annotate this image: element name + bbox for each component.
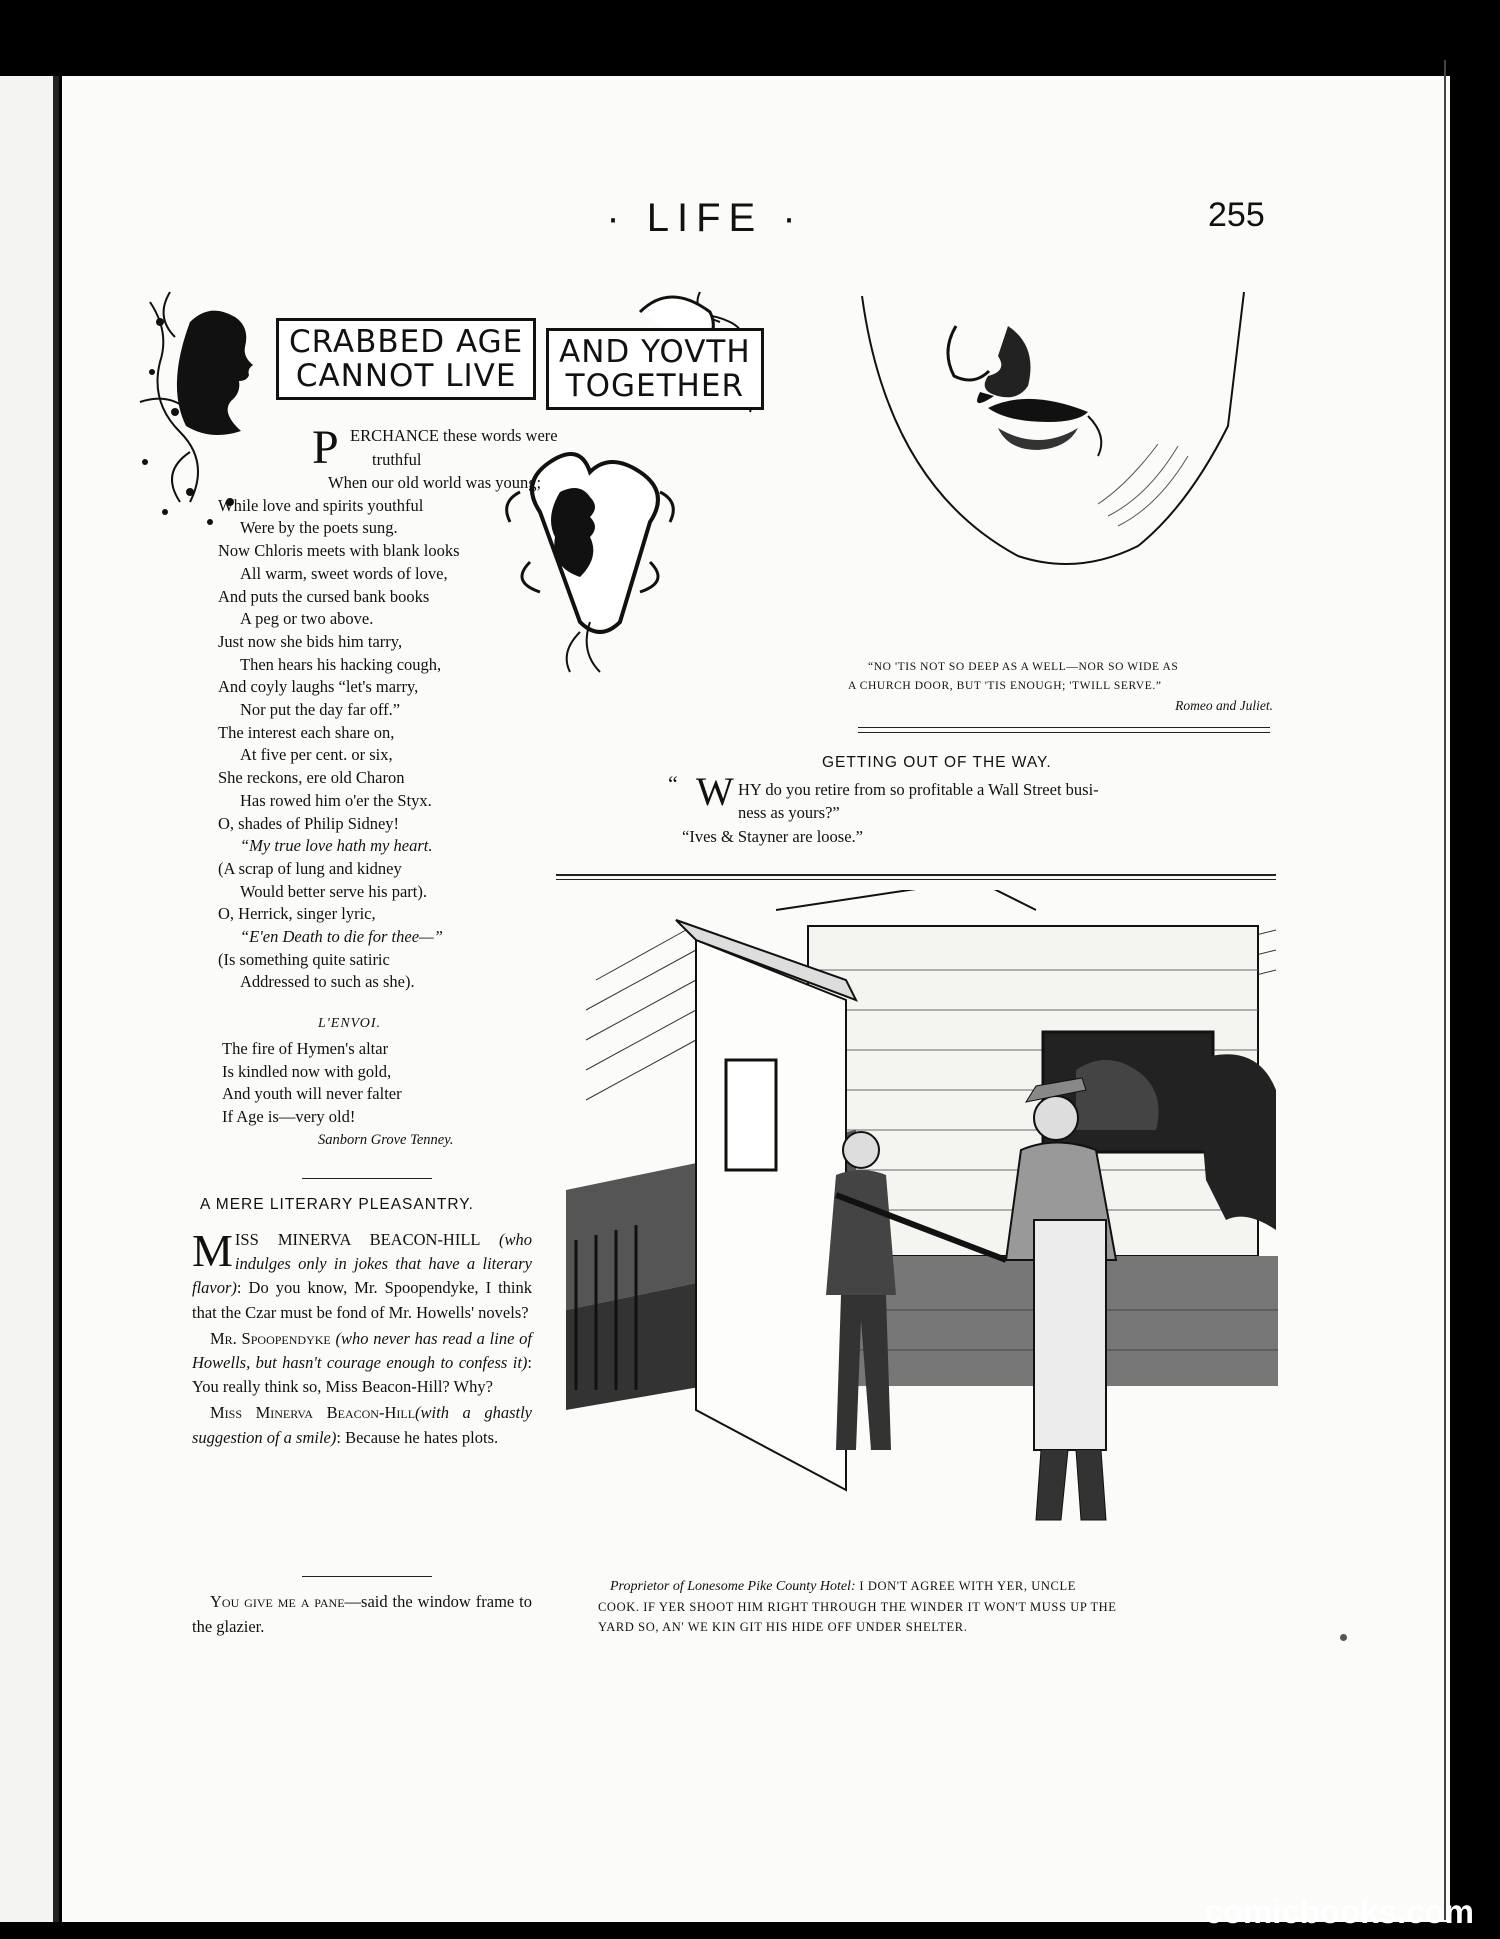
poem-line: If Age is—very old! [222,1107,356,1127]
poem-line: Has rowed him o'er the Styx. [240,790,432,810]
poem-first-line-cont: truthful [372,450,422,469]
poem-line: “My true love hath my heart. [240,836,433,856]
stage-direction: (who never has read a line of Howells, but hasn't courage enough to confess it) [192,1328,532,1373]
speaker-name: Miss Minerva Beacon-Hill [210,1403,416,1423]
poem-line: All warm, sweet words of love, [240,563,448,583]
open-quote: “ [668,771,678,796]
stage-direction: (who indulges only in jokes that have a literary flavor) [192,1230,532,1298]
caption-speaker: Proprietor of Lonesome Pike County Hotel: [610,1579,856,1594]
caption-line: COOK. IF YER SHOOT HIM RIGHT THROUGH THE WINDER IT WON'T MUSS UP THE [598,1600,1117,1614]
poem-line: When our old world was young; [328,473,542,492]
page-binding [53,76,59,1922]
poem-line: And youth will never falter [222,1084,402,1104]
poem-line: And puts the cursed bank books [218,586,430,606]
poem-line: Then hears his hacking cough, [240,654,442,674]
banner-line: AND YOVTH [559,334,751,370]
divider [858,732,1270,733]
previous-page-edge [0,76,56,1922]
poem-line: O, shades of Philip Sidney! [218,813,400,833]
pane-lead: You give me a pane [210,1592,345,1611]
literary-paragraph [192,1327,532,1400]
getting-out-line: HY do you retire from so profitable a Wall Street busi- [738,780,1099,799]
banner-line: CRABBED AGE [289,324,524,360]
envoi-body [222,1038,602,1152]
poem-line: Just now she bids him tarry, [218,631,403,651]
banner-line: CANNOT LIVE [295,358,517,394]
caption-text: I DON'T AGREE WITH YER, UNCLE [859,1579,1076,1593]
poem-line: A peg or two above. [240,609,374,629]
divider [556,874,1276,876]
poem-line: Nor put the day far off.” [240,700,401,720]
poem-line: And coyly laughs “let's marry, [218,677,419,697]
literary-dropcap: M [192,1225,233,1276]
ink-dot [1340,1634,1347,1641]
page-number: 255 [1208,196,1265,234]
divider [858,727,1270,728]
caption-line: YARD SO, AN' WE KIN GIT HIS HIDE OFF UNDER SHELTER. [598,1620,968,1634]
literary-paragraph [192,1225,532,1325]
getting-out-dropcap: W [696,769,734,814]
poem-line: While love and spirits youthful [218,495,424,515]
poem-line: “E'en Death to die for thee—” [240,927,443,947]
dialogue-text: : Because he hates plots. [336,1427,499,1447]
poem-line: Is kindled now with gold, [222,1061,392,1081]
pane-joke [192,1590,532,1639]
banner-right-box [546,328,764,410]
poem-line: (Is something quite satiric [218,949,390,969]
speaker-name: Mr. Spoopendyke [210,1328,331,1348]
poem-signature: Sanborn Grove Tenney. [318,1131,454,1148]
poem-line: Addressed to such as she). [240,972,415,992]
poem-first-line: ERCHANCE these words were [350,426,558,445]
silhouette-profile-left [177,311,253,435]
divider [302,1576,432,1577]
divider [556,879,1276,880]
poem-line: O, Herrick, singer lyric, [218,904,376,924]
dialogue-text: : You really think so, Miss Beacon-Hill? Why? [192,1353,532,1397]
poem-line: The fire of Hymen's altar [222,1039,389,1058]
caption-line: A CHURCH DOOR, BUT 'TIS ENOUGH; 'TWILL SERVE.” [848,680,1162,692]
poem-line: She reckons, ere old Charon [218,768,405,788]
banner-left-box [276,318,536,400]
literary-heading: A MERE LITERARY PLEASANTRY. [200,1196,474,1213]
poem-dropcap: P [312,421,339,474]
literary-paragraph [192,1401,532,1449]
poem-line: Were by the poets sung. [240,518,398,538]
poem-line: (A scrap of lung and kidney [218,858,402,878]
masthead-title: · LIFE · [606,196,804,240]
poem-line: The interest each share on, [218,722,395,742]
getting-out-line: “Ives & Stayner are loose.” [682,827,863,846]
watermark: comicbooks.com [1204,1893,1474,1930]
barn-scene-illustration [556,890,1288,1554]
page-edge-line [1444,60,1446,1920]
caption-source: Romeo and Juliet. [1175,698,1273,713]
speaker-name: ISS MINERVA BEACON-HILL [234,1230,480,1249]
poem-line: At five per cent. or six, [240,745,393,765]
stage-direction: (with a ghastly suggestion of a smile) [192,1403,532,1447]
poem-line: Would better serve his part). [240,881,427,901]
face-illustration [848,286,1268,656]
poem-line: Now Chloris meets with blank looks [218,541,460,561]
getting-out-line: ness as yours?” [738,803,840,822]
getting-out-heading: GETTING OUT OF THE WAY. [822,754,1052,771]
dialogue-text: : Do you know, Mr. Spoopendyke, I think that the Czar must be fond of Mr. Howells' novels? [192,1278,532,1322]
literary-body [192,1225,532,1452]
banner-line: TOGETHER [565,368,744,404]
caption-line: “NO 'TIS NOT SO DEEP AS A WELL—NOR SO WIDE AS [868,661,1179,673]
envoi-heading: L'ENVOI. [318,1016,382,1031]
pane-text: —said the window frame to the glazier. [192,1592,532,1636]
divider [302,1178,432,1179]
face-caption [848,658,1273,715]
caption-line [610,1576,1286,1597]
illustration-caption [598,1576,1286,1637]
